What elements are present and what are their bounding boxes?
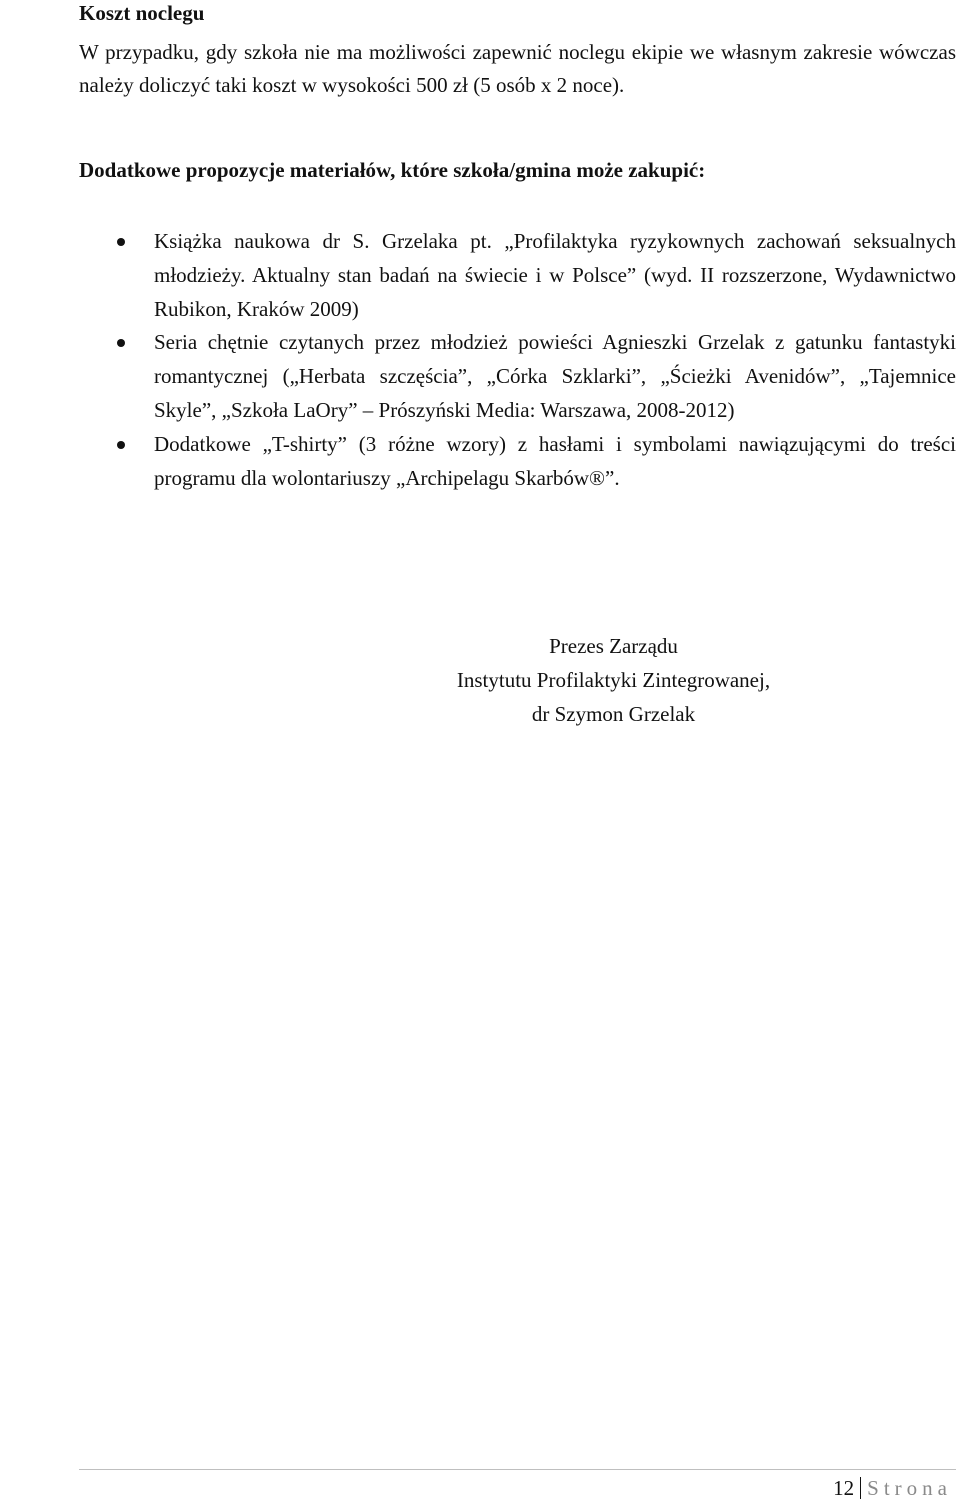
- list-item: [154, 326, 956, 427]
- list-item-text: Książka naukowa dr S. Grzelaka pt. „Profilaktyka ryzykownych zachowań seksualnych młodzieży. Aktualny stan badań na świecie i w Polsce” (wyd. II rozszerzone, Wydawnictwo Rubikon, Kraków 2009): [154, 229, 956, 321]
- page-label: Strona: [867, 1476, 952, 1500]
- list-item-text: Seria chętnie czytanych przez młodzież powieści Agnieszki Grzelak z gatunku fantastyki romantycznej („Herbata szczęścia”, „Córka Szklarki”, „Ścieżki Avenidów”, „Tajemnice Skyle”, „Szkoła LaOry” – Prószyński Media: Warszawa, 2008-2012): [154, 330, 956, 422]
- signature-name: dr Szymon Grzelak: [531, 702, 696, 726]
- footer-divider: [79, 1469, 956, 1470]
- signature-organization: Instytutu Profilaktyki Zintegrowanej,: [456, 668, 771, 692]
- list-item: [154, 428, 956, 496]
- bullet-icon: [117, 441, 125, 449]
- intro-paragraph: W przypadku, gdy szkoła nie ma możliwości zapewnić noclegu ekipie we własnym zakresie wówczas należy doliczyć taki koszt w wysokości 500 zł (5 osób x 2 noce).: [79, 40, 956, 97]
- materials-list: [0, 225, 960, 495]
- section-heading: Koszt noclegu: [79, 1, 205, 25]
- materials-heading: Dodatkowe propozycje materiałów, które szkoła/gmina może zakupić:: [79, 158, 706, 182]
- list-item: [154, 225, 956, 326]
- footer-separator: [860, 1477, 861, 1499]
- page-number: 12: [833, 1476, 855, 1500]
- list-item-text: Dodatkowe „T-shirty” (3 różne wzory) z hasłami i symbolami nawiązującymi do treści programu dla wolontariuszy „Archipelagu Skarbów®”.: [154, 431, 956, 490]
- page-footer: [833, 1474, 952, 1502]
- bullet-icon: [117, 238, 125, 246]
- signature-block: [0, 629, 960, 731]
- bullet-icon: [117, 339, 125, 347]
- signature-title: Prezes Zarządu: [549, 634, 678, 658]
